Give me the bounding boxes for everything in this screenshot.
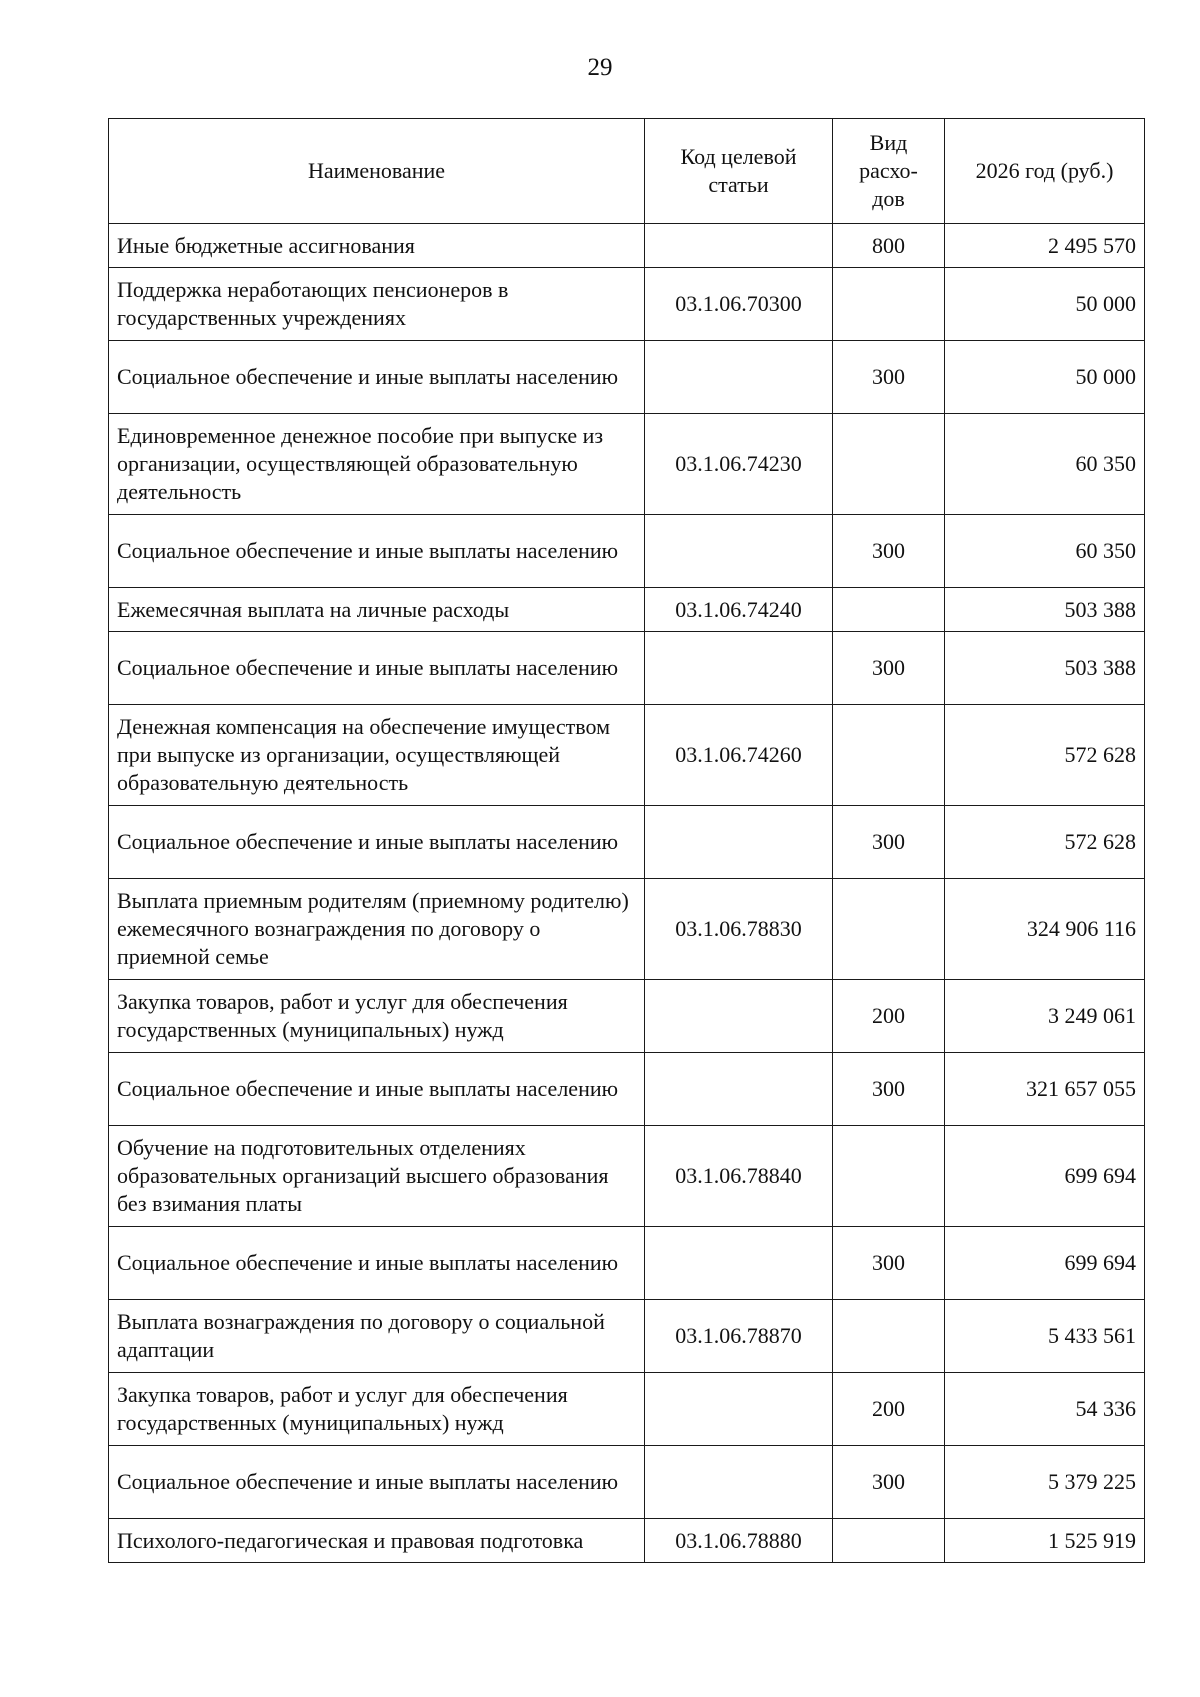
- row-code-cell: [645, 806, 833, 879]
- row-kind-cell: [833, 705, 945, 806]
- table-row: [109, 806, 1145, 879]
- row-code-cell: 03.1.06.70300: [645, 268, 833, 341]
- row-amount-cell: 2 495 570: [945, 224, 1145, 268]
- table-row: [109, 1519, 1145, 1563]
- table-row: [109, 980, 1145, 1053]
- row-amount-cell: 699 694: [945, 1126, 1145, 1227]
- row-code-cell: [645, 1446, 833, 1519]
- row-kind-cell: [833, 879, 945, 980]
- row-name-cell: Выплата приемным родителям (приемному родителю) ежемесячного вознаграждения по договору о приемной семье: [109, 879, 645, 980]
- row-name-cell: Социальное обеспечение и иные выплаты населению: [109, 806, 645, 879]
- table-row: [109, 414, 1145, 515]
- row-name-cell: Социальное обеспечение и иные выплаты населению: [109, 1446, 645, 1519]
- row-amount-cell: 324 906 116: [945, 879, 1145, 980]
- row-name-cell: Социальное обеспечение и иные выплаты населению: [109, 632, 645, 705]
- row-kind-cell: 300: [833, 632, 945, 705]
- row-code-cell: 03.1.06.78880: [645, 1519, 833, 1563]
- row-kind-cell: 300: [833, 806, 945, 879]
- row-code-cell: 03.1.06.74230: [645, 414, 833, 515]
- table-row: [109, 1300, 1145, 1373]
- row-amount-cell: 699 694: [945, 1227, 1145, 1300]
- table-header-row: [109, 119, 1145, 224]
- row-kind-cell: 800: [833, 224, 945, 268]
- row-name-cell: Ежемесячная выплата на личные расходы: [109, 588, 645, 632]
- table-row: [109, 1126, 1145, 1227]
- row-amount-cell: 321 657 055: [945, 1053, 1145, 1126]
- row-name-cell: Социальное обеспечение и иные выплаты населению: [109, 1053, 645, 1126]
- row-name-cell: Выплата вознаграждения по договору о социальной адаптации: [109, 1300, 645, 1373]
- row-amount-cell: 503 388: [945, 588, 1145, 632]
- table-row: [109, 268, 1145, 341]
- header-code: Код целевой статьи: [645, 119, 833, 224]
- row-name-cell: Денежная компенсация на обеспечение имуществом при выпуске из организации, осуществляющей образовательную деятельность: [109, 705, 645, 806]
- row-amount-cell: 1 525 919: [945, 1519, 1145, 1563]
- table-row: [109, 879, 1145, 980]
- row-kind-cell: 300: [833, 515, 945, 588]
- row-code-cell: [645, 1373, 833, 1446]
- table-row: [109, 632, 1145, 705]
- table-row: [109, 224, 1145, 268]
- row-code-cell: [645, 224, 833, 268]
- table-row: [109, 1373, 1145, 1446]
- row-name-cell: Социальное обеспечение и иные выплаты населению: [109, 1227, 645, 1300]
- table-row: [109, 705, 1145, 806]
- table-row: [109, 1053, 1145, 1126]
- row-name-cell: Закупка товаров, работ и услуг для обеспечения государственных (муниципальных) нужд: [109, 980, 645, 1053]
- header-amount: 2026 год (руб.): [945, 119, 1145, 224]
- budget-table: [108, 118, 1145, 1563]
- row-name-cell: Закупка товаров, работ и услуг для обеспечения государственных (муниципальных) нужд: [109, 1373, 645, 1446]
- row-code-cell: [645, 1053, 833, 1126]
- row-code-cell: 03.1.06.74260: [645, 705, 833, 806]
- row-name-cell: Социальное обеспечение и иные выплаты населению: [109, 515, 645, 588]
- row-code-cell: [645, 632, 833, 705]
- table-row: [109, 1227, 1145, 1300]
- row-code-cell: [645, 515, 833, 588]
- row-code-cell: 03.1.06.74240: [645, 588, 833, 632]
- row-kind-cell: [833, 588, 945, 632]
- row-name-cell: Обучение на подготовительных отделениях образовательных организаций высшего образования без взимания платы: [109, 1126, 645, 1227]
- row-name-cell: Поддержка неработающих пенсионеров в государственных учреждениях: [109, 268, 645, 341]
- row-amount-cell: 572 628: [945, 806, 1145, 879]
- row-amount-cell: 503 388: [945, 632, 1145, 705]
- row-amount-cell: 50 000: [945, 341, 1145, 414]
- row-kind-cell: 200: [833, 980, 945, 1053]
- row-amount-cell: 60 350: [945, 515, 1145, 588]
- row-kind-cell: 200: [833, 1373, 945, 1446]
- row-kind-cell: [833, 414, 945, 515]
- header-name: Наименование: [109, 119, 645, 224]
- row-amount-cell: 50 000: [945, 268, 1145, 341]
- table-row: [109, 588, 1145, 632]
- row-code-cell: 03.1.06.78840: [645, 1126, 833, 1227]
- table-row: [109, 515, 1145, 588]
- row-amount-cell: 60 350: [945, 414, 1145, 515]
- row-kind-cell: [833, 268, 945, 341]
- row-kind-cell: [833, 1519, 945, 1563]
- row-name-cell: Социальное обеспечение и иные выплаты населению: [109, 341, 645, 414]
- row-amount-cell: 5 379 225: [945, 1446, 1145, 1519]
- row-code-cell: [645, 980, 833, 1053]
- row-amount-cell: 3 249 061: [945, 980, 1145, 1053]
- page-number: 29: [587, 54, 613, 81]
- row-kind-cell: [833, 1300, 945, 1373]
- row-code-cell: [645, 341, 833, 414]
- row-kind-cell: 300: [833, 1053, 945, 1126]
- row-amount-cell: 572 628: [945, 705, 1145, 806]
- row-name-cell: Иные бюджетные ассигнования: [109, 224, 645, 268]
- row-code-cell: 03.1.06.78830: [645, 879, 833, 980]
- row-kind-cell: 300: [833, 341, 945, 414]
- table-row: [109, 1446, 1145, 1519]
- row-kind-cell: 300: [833, 1227, 945, 1300]
- row-code-cell: [645, 1227, 833, 1300]
- row-amount-cell: 5 433 561: [945, 1300, 1145, 1373]
- table-row: [109, 341, 1145, 414]
- row-name-cell: Единовременное денежное пособие при выпуске из организации, осуществляющей образовательную деятельность: [109, 414, 645, 515]
- row-amount-cell: 54 336: [945, 1373, 1145, 1446]
- row-kind-cell: [833, 1126, 945, 1227]
- header-kind: Вид расхо-дов: [833, 119, 945, 224]
- row-name-cell: Психолого-педагогическая и правовая подготовка: [109, 1519, 645, 1563]
- row-code-cell: 03.1.06.78870: [645, 1300, 833, 1373]
- row-kind-cell: 300: [833, 1446, 945, 1519]
